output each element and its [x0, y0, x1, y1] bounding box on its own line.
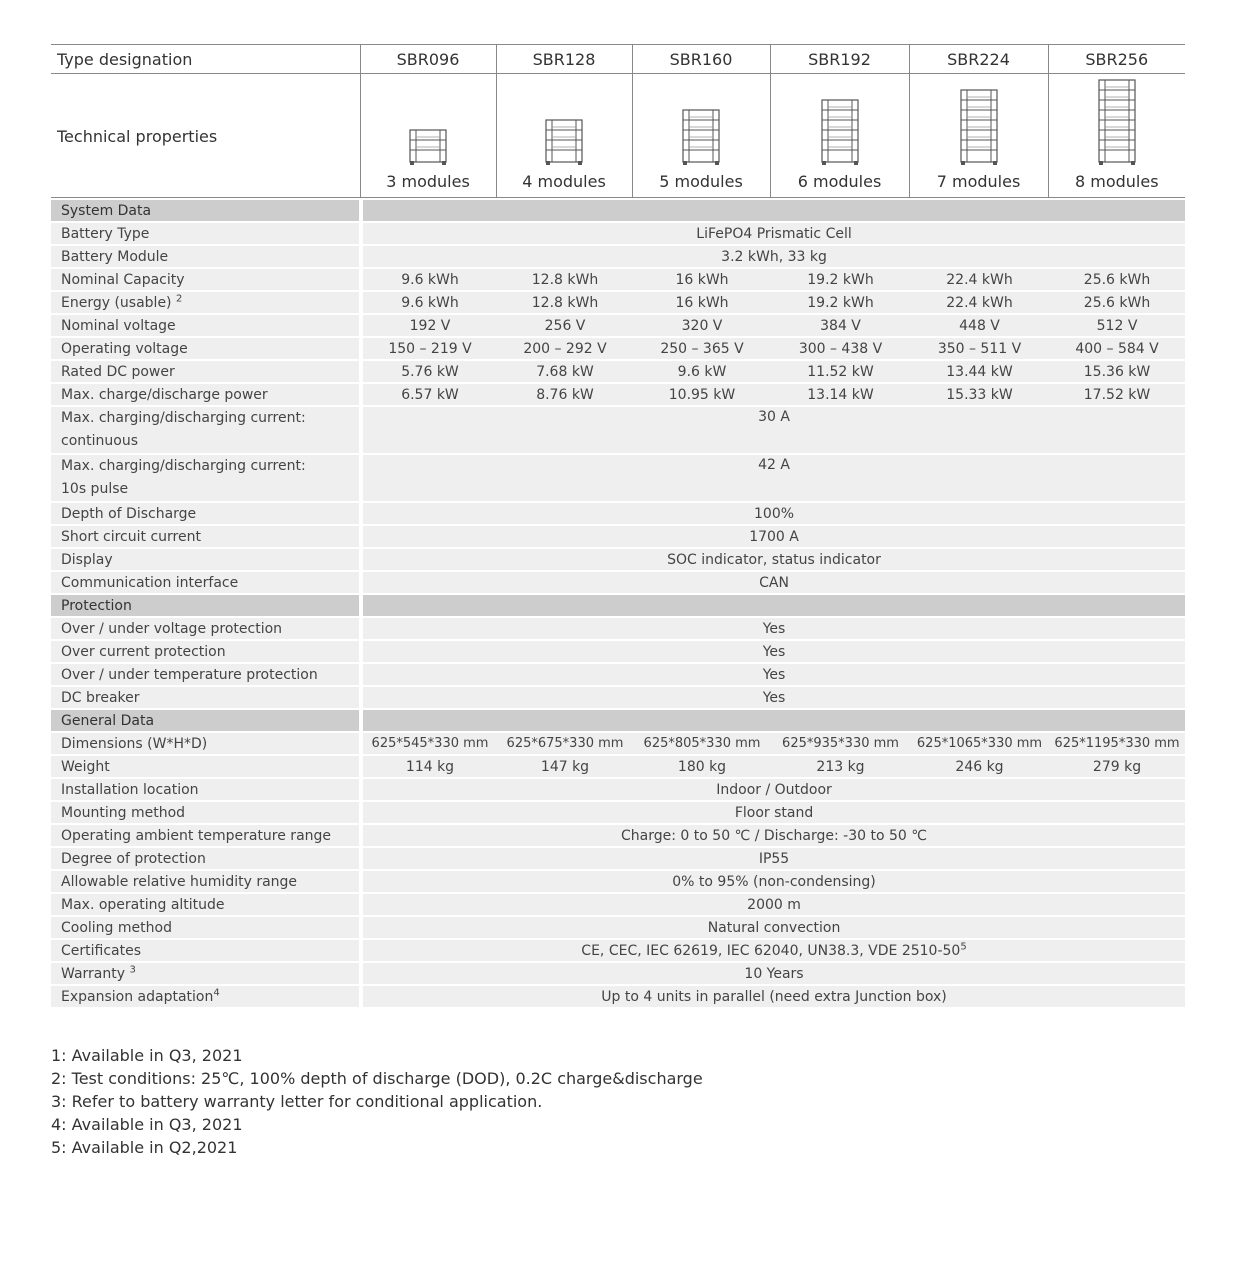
row-value: LiFePO4 Prismatic Cell [361, 222, 1185, 245]
table-row [51, 548, 1185, 571]
row-value: 30 A [361, 406, 1185, 454]
cell-value: 12.8 kWh [497, 268, 633, 291]
table-row [51, 985, 1185, 1007]
section-title: Protection [51, 594, 361, 617]
table-row [51, 245, 1185, 268]
cell-value: 25.6 kWh [1049, 268, 1185, 291]
table-row [51, 916, 1185, 939]
row-label [51, 406, 361, 454]
footnote-mark: 4 [213, 986, 220, 998]
cell-value: 8.76 kW [497, 383, 633, 406]
table-row [51, 847, 1185, 870]
cell-value: 150 – 219 V [361, 337, 497, 360]
row-value: Floor stand [361, 801, 1185, 824]
cell-value: 12.8 kWh [497, 291, 633, 314]
cell-value: 320 V [633, 314, 771, 337]
table-row [51, 525, 1185, 548]
row-label: Mounting method [51, 801, 361, 824]
cell-value: 19.2 kWh [771, 291, 910, 314]
row-label-line: continuous [61, 433, 138, 449]
module-count: 8 modules [1074, 172, 1159, 191]
cell-value: 25.6 kWh [1049, 291, 1185, 314]
row-label: Installation location [51, 778, 361, 801]
table-row [51, 893, 1185, 916]
table-row [51, 663, 1185, 686]
module-count: 3 modules [386, 172, 470, 191]
footnotes [51, 1044, 703, 1159]
table-row [51, 755, 1185, 778]
type-designation-row [51, 45, 1185, 74]
table-row [51, 383, 1185, 406]
row-value: 2000 m [361, 893, 1185, 916]
table-row [51, 454, 1185, 502]
row-label: Over / under voltage protection [51, 617, 361, 640]
section-header [51, 199, 1185, 222]
footnote: 2: Test conditions: 25℃, 100% depth of discharge (DOD), 0.2C charge&discharge [51, 1069, 703, 1088]
row-label: Degree of protection [51, 847, 361, 870]
cell-value: 625*545*330 mm [361, 732, 497, 755]
cell-value: 10.95 kW [633, 383, 771, 406]
table-row [51, 939, 1185, 962]
table-row [51, 502, 1185, 525]
row-label: Communication interface [51, 571, 361, 594]
row-label: Operating ambient temperature range [51, 824, 361, 847]
cell-value: 17.52 kW [1049, 383, 1185, 406]
row-label: Nominal Capacity [51, 268, 361, 291]
table-row [51, 686, 1185, 709]
technical-properties-row [51, 74, 1185, 198]
spec-table [51, 198, 1185, 1007]
table-row [51, 360, 1185, 383]
table-row [51, 640, 1185, 663]
footnote: 3: Refer to battery warranty letter for conditional application. [51, 1092, 543, 1111]
row-value: Natural convection [361, 916, 1185, 939]
row-label: Nominal voltage [51, 314, 361, 337]
cell-value: 279 kg [1049, 755, 1185, 778]
module-count: 7 modules [936, 172, 1021, 191]
row-label: Short circuit current [51, 525, 361, 548]
cell-value: 180 kg [633, 755, 771, 778]
row-label: Allowable relative humidity range [51, 870, 361, 893]
cell-value: 7.68 kW [497, 360, 633, 383]
cell-value: 16 kWh [633, 291, 771, 314]
cell-value: 15.33 kW [910, 383, 1049, 406]
row-label: Battery Type [51, 222, 361, 245]
cell-value: 13.14 kW [771, 383, 910, 406]
footnote: 4: Available in Q3, 2021 [51, 1115, 243, 1134]
row-value: 1700 A [361, 525, 1185, 548]
row-label: Weight [51, 755, 361, 778]
cell-value: 256 V [497, 314, 633, 337]
cell-value: 11.52 kW [771, 360, 910, 383]
table-row [51, 870, 1185, 893]
table-row [51, 268, 1185, 291]
row-label: Over / under temperature protection [51, 663, 361, 686]
row-label-text: Warranty [61, 965, 126, 982]
model-name: SBR128 [496, 45, 632, 74]
row-label [51, 291, 361, 314]
row-label: Over current protection [51, 640, 361, 663]
table-row [51, 406, 1185, 454]
table-row [51, 291, 1185, 314]
cell-value: 625*805*330 mm [633, 732, 771, 755]
module-count: 5 modules [659, 172, 743, 191]
cell-value: 625*675*330 mm [497, 732, 633, 755]
cell-value: 9.6 kW [633, 360, 771, 383]
row-value: Yes [361, 617, 1185, 640]
row-value: Yes [361, 640, 1185, 663]
row-label: Rated DC power [51, 360, 361, 383]
row-label: Max. operating altitude [51, 893, 361, 916]
cell-value: 9.6 kWh [361, 268, 497, 291]
battery-stack-icon [1096, 78, 1138, 166]
header-table [51, 44, 1185, 198]
row-value: 0% to 95% (non-condensing) [361, 870, 1185, 893]
cell-value: 384 V [771, 314, 910, 337]
cell-value: 147 kg [497, 755, 633, 778]
table-row [51, 571, 1185, 594]
cell-value: 13.44 kW [910, 360, 1049, 383]
cell-value: 300 – 438 V [771, 337, 910, 360]
row-value: Charge: 0 to 50 ℃ / Discharge: -30 to 50 ℃ [361, 824, 1185, 847]
footnote-mark: 3 [129, 963, 136, 975]
cell-value: 192 V [361, 314, 497, 337]
cell-value: 350 – 511 V [910, 337, 1049, 360]
model-name: SBR160 [632, 45, 770, 74]
section-title: System Data [51, 199, 361, 222]
row-label [51, 985, 361, 1007]
row-value: Up to 4 units in parallel (need extra Junction box) [361, 985, 1185, 1007]
row-label [51, 962, 361, 985]
row-label [51, 454, 361, 502]
cell-value: 213 kg [771, 755, 910, 778]
row-value: 42 A [361, 454, 1185, 502]
row-label-line: Max. charging/discharging current: [61, 410, 306, 426]
technical-properties-label: Technical properties [51, 74, 360, 198]
module-count: 6 modules [797, 172, 882, 191]
footnote-mark: 5 [960, 940, 967, 952]
battery-stack-icon [543, 118, 585, 166]
row-label-text: Expansion adaptation [61, 988, 214, 1005]
row-label: Certificates [51, 939, 361, 962]
row-value: IP55 [361, 847, 1185, 870]
cell-value: 625*935*330 mm [771, 732, 910, 755]
cell-value: 625*1195*330 mm [1049, 732, 1185, 755]
battery-stack-icon [680, 108, 722, 166]
row-label-line: Max. charging/discharging current: [61, 458, 306, 474]
row-label: Max. charge/discharge power [51, 383, 361, 406]
cell-value: 625*1065*330 mm [910, 732, 1049, 755]
cell-value: 9.6 kWh [361, 291, 497, 314]
table-row [51, 778, 1185, 801]
row-label: Dimensions (W*H*D) [51, 732, 361, 755]
cell-value: 15.36 kW [1049, 360, 1185, 383]
row-value: 3.2 kWh, 33 kg [361, 245, 1185, 268]
table-row [51, 962, 1185, 985]
table-row [51, 801, 1185, 824]
row-label: DC breaker [51, 686, 361, 709]
model-name: SBR096 [360, 45, 496, 74]
cell-value: 246 kg [910, 755, 1049, 778]
table-row [51, 824, 1185, 847]
row-label: Battery Module [51, 245, 361, 268]
section-header [51, 709, 1185, 732]
battery-stack-icon [819, 98, 861, 166]
spec-sheet [51, 44, 1185, 1007]
row-value-text: CE, CEC, IEC 62619, IEC 62040, UN38.3, VDE 2510-50 [581, 942, 961, 959]
row-value: CAN [361, 571, 1185, 594]
type-designation-label: Type designation [51, 45, 360, 74]
section-title: General Data [51, 709, 361, 732]
battery-stack-icon [407, 128, 449, 166]
row-label-text: Energy (usable) [61, 294, 172, 311]
row-label: Cooling method [51, 916, 361, 939]
model-name: SBR256 [1048, 45, 1185, 74]
cell-value: 22.4 kWh [910, 291, 1049, 314]
cell-value: 114 kg [361, 755, 497, 778]
row-label: Operating voltage [51, 337, 361, 360]
model-name: SBR224 [909, 45, 1048, 74]
cell-value: 512 V [1049, 314, 1185, 337]
table-row [51, 617, 1185, 640]
cell-value: 5.76 kW [361, 360, 497, 383]
model-name: SBR192 [770, 45, 909, 74]
cell-value: 22.4 kWh [910, 268, 1049, 291]
cell-value: 448 V [910, 314, 1049, 337]
table-row [51, 732, 1185, 755]
row-value: Yes [361, 663, 1185, 686]
table-row [51, 314, 1185, 337]
row-value: Yes [361, 686, 1185, 709]
cell-value: 6.57 kW [361, 383, 497, 406]
row-value: 100% [361, 502, 1185, 525]
row-label: Depth of Discharge [51, 502, 361, 525]
footnote: 5: Available in Q2,2021 [51, 1138, 238, 1157]
row-value: 10 Years [361, 962, 1185, 985]
cell-value: 250 – 365 V [633, 337, 771, 360]
row-label-line: 10s pulse [61, 481, 129, 497]
row-value [361, 939, 1185, 962]
row-value: Indoor / Outdoor [361, 778, 1185, 801]
table-row [51, 337, 1185, 360]
cell-value: 19.2 kWh [771, 268, 910, 291]
cell-value: 16 kWh [633, 268, 771, 291]
cell-value: 400 – 584 V [1049, 337, 1185, 360]
row-value: SOC indicator, status indicator [361, 548, 1185, 571]
row-label: Display [51, 548, 361, 571]
footnote-mark: 2 [175, 292, 183, 304]
footnote: 1: Available in Q3, 2021 [51, 1046, 243, 1065]
section-header [51, 594, 1185, 617]
cell-value: 200 – 292 V [497, 337, 633, 360]
table-row [51, 222, 1185, 245]
module-count: 4 modules [522, 172, 606, 191]
battery-stack-icon [958, 88, 1000, 166]
